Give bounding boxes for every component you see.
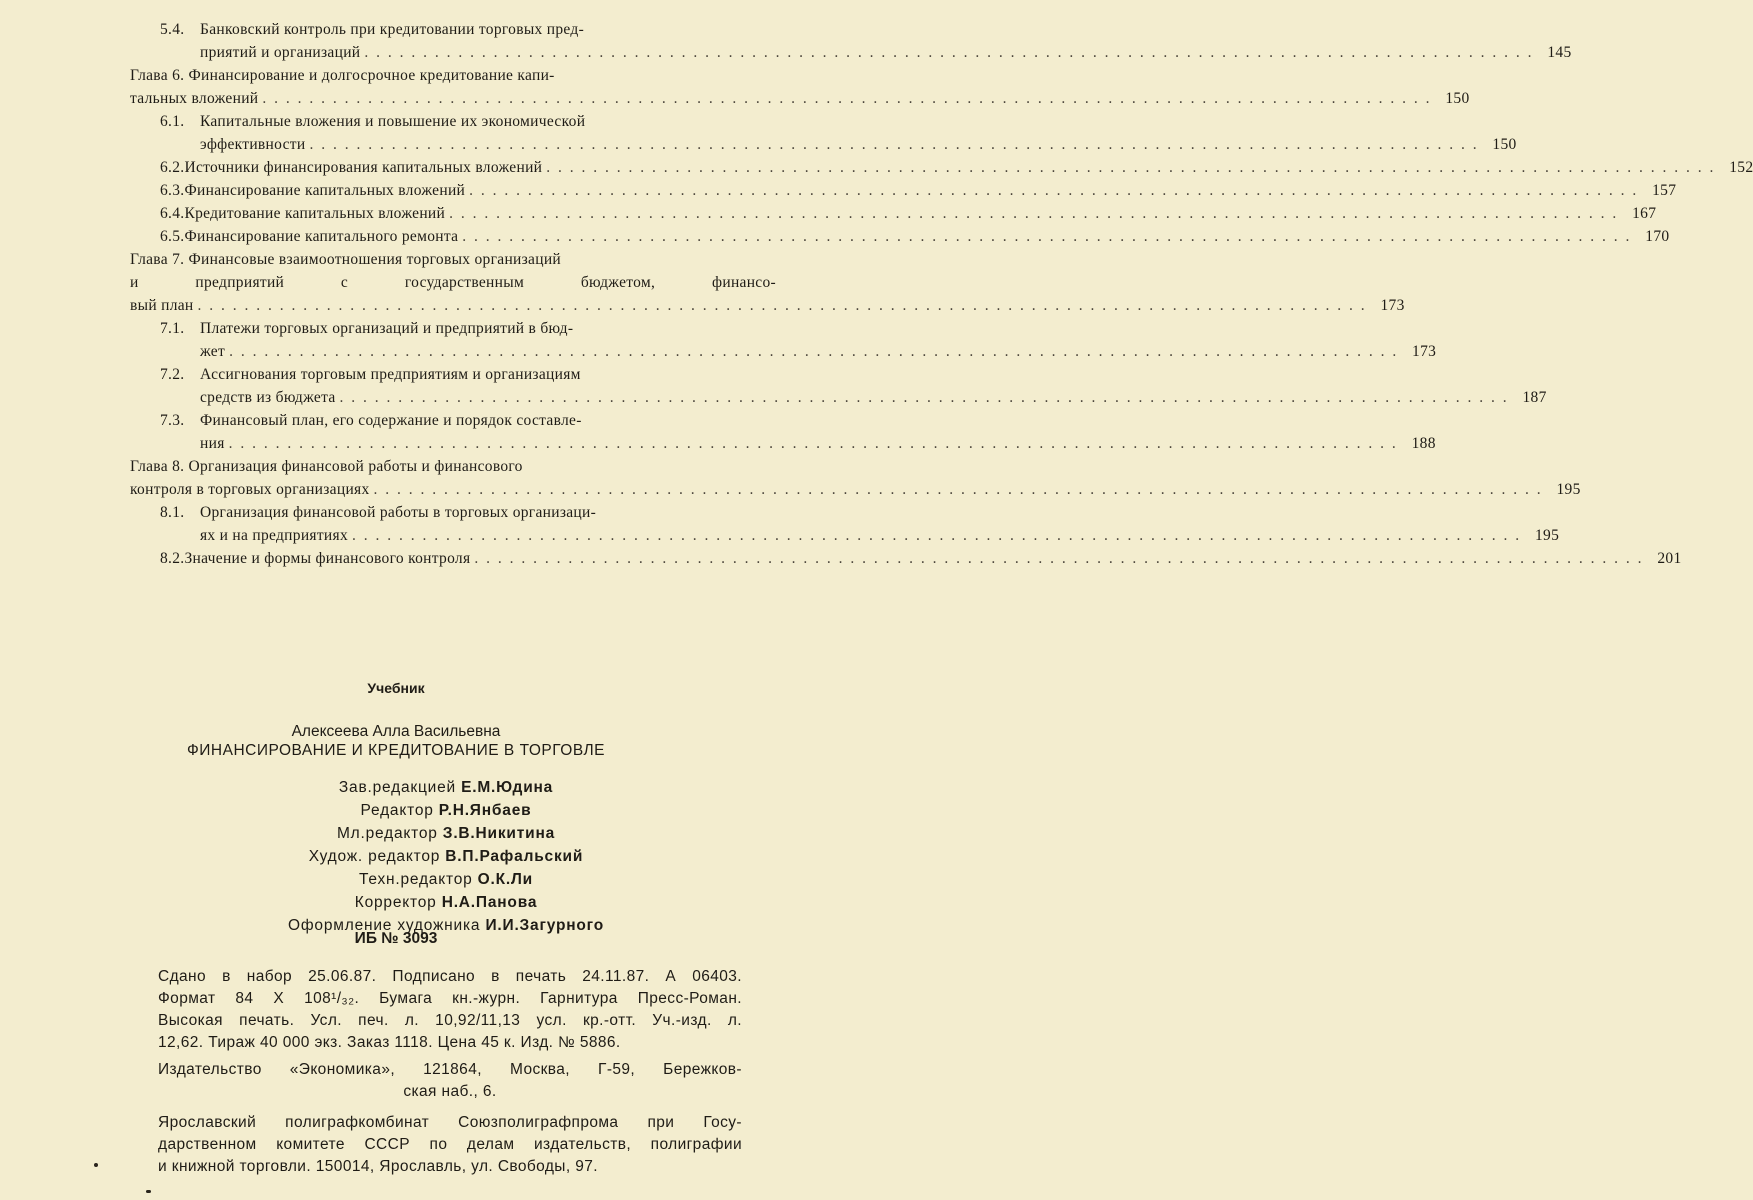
toc-entry-title: Организация финансовой работы в торговых организаци- bbox=[200, 504, 597, 521]
toc-entry-title: приятий и организаций bbox=[200, 44, 361, 61]
toc-leader-dots bbox=[229, 340, 1398, 363]
toc-entry bbox=[130, 133, 1517, 156]
toc-leader-dots bbox=[364, 41, 1533, 64]
credit-role: Техн.редактор bbox=[358, 871, 473, 888]
toc-entry bbox=[130, 18, 776, 41]
book-genre: Учебник bbox=[367, 680, 425, 696]
book-title: ФИНАНСИРОВАНИЕ И КРЕДИТОВАНИЕ В ТОРГОВЛЕ bbox=[186, 742, 605, 759]
credit-name: В.П.Рафальский bbox=[440, 848, 584, 865]
table-of-contents bbox=[130, 18, 1753, 570]
toc-entry bbox=[130, 110, 776, 133]
credit-role: Редактор bbox=[360, 802, 434, 819]
toc-entry-number: 6.1. bbox=[160, 113, 185, 130]
credit-name: Е.М.Юдина bbox=[455, 779, 554, 796]
paragraph-line: Высокая печать. Усл. печ. л. 10,92/11,13 усл. кр.-отт. Уч.-изд. л. bbox=[158, 1012, 742, 1029]
toc-entry-number: 7.3. bbox=[160, 412, 185, 429]
credit-role: Корректор bbox=[354, 894, 437, 911]
credit-role: Худож. редактор bbox=[308, 848, 441, 865]
toc-leader-dots bbox=[474, 547, 1643, 570]
toc-entry-title: эффективности bbox=[200, 136, 306, 153]
toc-entry-title: жет bbox=[200, 343, 226, 360]
print-speck bbox=[146, 1190, 151, 1193]
toc-entry-title: и предприятий с государственным бюджетом, финансо- bbox=[130, 274, 776, 291]
paragraph-line: Издательство «Экономика», 121864, Москва, Г-59, Бережков- bbox=[158, 1061, 742, 1078]
publisher-details bbox=[158, 1059, 742, 1103]
ib-number: ИБ № 3093 bbox=[354, 930, 438, 947]
credit-name: И.И.Загурного bbox=[480, 917, 604, 934]
paragraph-line: Сдано в набор 25.06.87. Подписано в печать 24.11.87. А 06403. bbox=[158, 968, 742, 985]
toc-leader-dots bbox=[262, 87, 1431, 110]
toc-entry-title: средств из бюджета bbox=[200, 389, 336, 406]
toc-page-number: 170 bbox=[1645, 228, 1670, 245]
toc-entry bbox=[130, 317, 776, 340]
credit-name: О.К.Ли bbox=[472, 871, 534, 888]
credit-role: Оформление художника bbox=[288, 917, 481, 934]
toc-entry-title: Источники финансирования капитальных вложений bbox=[184, 159, 543, 176]
toc-page-number: 157 bbox=[1652, 182, 1677, 199]
toc-entry bbox=[130, 179, 1677, 202]
credit-name: З.В.Никитина bbox=[437, 825, 556, 842]
toc-entry-number: 5.4. bbox=[160, 21, 185, 38]
credit-line bbox=[0, 868, 892, 891]
toc-entry bbox=[130, 455, 776, 478]
toc-entry bbox=[130, 478, 1581, 501]
toc-entry-number: 7.2. bbox=[160, 366, 185, 383]
toc-page-number: 152 bbox=[1729, 159, 1753, 176]
toc-entry-title: Глава 8. Организация финансовой работы и финансового bbox=[130, 458, 523, 475]
toc-page-number: 195 bbox=[1534, 527, 1560, 544]
toc-page-number: 188 bbox=[1411, 435, 1436, 452]
toc-entry-title: вый план bbox=[130, 297, 194, 314]
toc-entry bbox=[130, 294, 1405, 317]
credit-name: Р.Н.Янбаев bbox=[433, 802, 532, 819]
toc-entry-title: Ассигнования торговым предприятиям и организациям bbox=[200, 366, 581, 383]
toc-entry-number: 6.4. bbox=[160, 205, 185, 222]
toc-page-number: 173 bbox=[1380, 297, 1405, 314]
toc-page-number: 167 bbox=[1632, 205, 1657, 222]
toc-entry bbox=[130, 41, 1572, 64]
paragraph-line: 12,62. Тираж 40 000 экз. Заказ 1118. Цена 45 к. Изд. № 5886. bbox=[158, 1034, 621, 1051]
credit-line bbox=[0, 845, 892, 868]
toc-entry bbox=[130, 87, 1470, 110]
credit-line bbox=[0, 891, 892, 914]
toc-entry bbox=[130, 156, 1753, 179]
toc-entry-title: Банковский контроль при кредитовании торговых пред- bbox=[200, 21, 585, 38]
toc-entry-number: 6.5. bbox=[160, 228, 185, 245]
toc-leader-dots bbox=[352, 524, 1521, 547]
toc-entry-title: Глава 6. Финансирование и долгосрочное кредитование капи- bbox=[130, 67, 555, 84]
toc-entry-title: ях и на предприятиях bbox=[200, 527, 348, 544]
print-speck bbox=[94, 1163, 98, 1167]
toc-page-number: 195 bbox=[1556, 481, 1581, 498]
toc-leader-dots bbox=[229, 432, 1398, 455]
credits-list bbox=[0, 776, 892, 937]
toc-page-number: 145 bbox=[1547, 44, 1572, 61]
toc-entry-number: 6.3. bbox=[160, 182, 185, 199]
toc-page-number: 201 bbox=[1657, 550, 1682, 567]
paragraph-line: ская наб., 6. bbox=[403, 1083, 497, 1100]
toc-entry bbox=[130, 340, 1437, 363]
toc-leader-dots bbox=[340, 386, 1509, 409]
credit-line bbox=[0, 799, 892, 822]
toc-entry-title: Финансирование капитального ремонта bbox=[184, 228, 459, 245]
credit-line bbox=[0, 822, 892, 845]
toc-entry-title: Кредитование капитальных вложений bbox=[184, 205, 446, 222]
toc-entry bbox=[130, 386, 1547, 409]
credit-line bbox=[0, 776, 892, 799]
toc-entry-number: 8.1. bbox=[160, 504, 185, 521]
toc-entry bbox=[130, 524, 1560, 547]
credit-name: Н.А.Панова bbox=[436, 894, 538, 911]
toc-leader-dots bbox=[309, 133, 1478, 156]
toc-entry bbox=[130, 64, 776, 87]
toc-leader-dots bbox=[449, 202, 1618, 225]
toc-entry bbox=[130, 248, 776, 271]
paragraph-line: Формат 84 X 108¹/₃₂. Бумага кн.-журн. Гарнитура Пресс-Роман. bbox=[158, 990, 742, 1007]
toc-entry-title: Капитальные вложения и повышение их экономической bbox=[200, 113, 586, 130]
toc-entry bbox=[130, 547, 1682, 570]
toc-entry bbox=[130, 271, 776, 294]
toc-entry-title: Глава 7. Финансовые взаимоотношения торговых организаций bbox=[130, 251, 562, 268]
paragraph-line: дарственном комитете СССР по делам издательств, полиграфии bbox=[158, 1136, 742, 1153]
print-details bbox=[158, 966, 742, 1054]
toc-entry-title: Финансовый план, его содержание и порядок составле- bbox=[200, 412, 582, 429]
toc-entry-number: 7.1. bbox=[160, 320, 185, 337]
toc-entry-title: ния bbox=[200, 435, 225, 452]
toc-page-number: 173 bbox=[1412, 343, 1437, 360]
paragraph-line: Ярославский полиграфкомбинат Союзполиграфпрома при Госу- bbox=[158, 1114, 742, 1131]
toc-entry bbox=[130, 363, 776, 386]
toc-entry bbox=[130, 409, 776, 432]
toc-entry bbox=[130, 432, 1436, 455]
toc-entry-title: Финансирование капитальных вложений bbox=[184, 182, 466, 199]
toc-entry-title: Платежи торговых организаций и предприятий в бюд- bbox=[200, 320, 574, 337]
paragraph-line: и книжной торговли. 150014, Ярославль, ул. Свободы, 97. bbox=[158, 1158, 599, 1175]
toc-leader-dots bbox=[198, 294, 1367, 317]
toc-entry-title: тальных вложений bbox=[130, 90, 259, 107]
toc-page-number: 187 bbox=[1522, 389, 1547, 406]
credit-role: Мл.редактор bbox=[336, 825, 438, 842]
toc-leader-dots bbox=[462, 225, 1631, 248]
toc-entry bbox=[130, 225, 1670, 248]
toc-entry-number: 6.2. bbox=[160, 159, 185, 176]
toc-entry bbox=[130, 501, 776, 524]
credit-role: Зав.редакцией bbox=[338, 779, 456, 796]
toc-entry bbox=[130, 202, 1657, 225]
toc-leader-dots bbox=[469, 179, 1638, 202]
toc-page-number: 150 bbox=[1445, 90, 1470, 107]
printer-details bbox=[158, 1112, 742, 1178]
toc-entry-number: 8.2. bbox=[160, 550, 185, 567]
toc-entry-title: контроля в торговых организациях bbox=[130, 481, 370, 498]
book-author: Алексеева Алла Васильевна bbox=[291, 723, 501, 740]
toc-leader-dots bbox=[374, 478, 1543, 501]
toc-leader-dots bbox=[546, 156, 1715, 179]
toc-entry-title: Значение и формы финансового контроля bbox=[184, 550, 471, 567]
toc-page-number: 150 bbox=[1492, 136, 1517, 153]
